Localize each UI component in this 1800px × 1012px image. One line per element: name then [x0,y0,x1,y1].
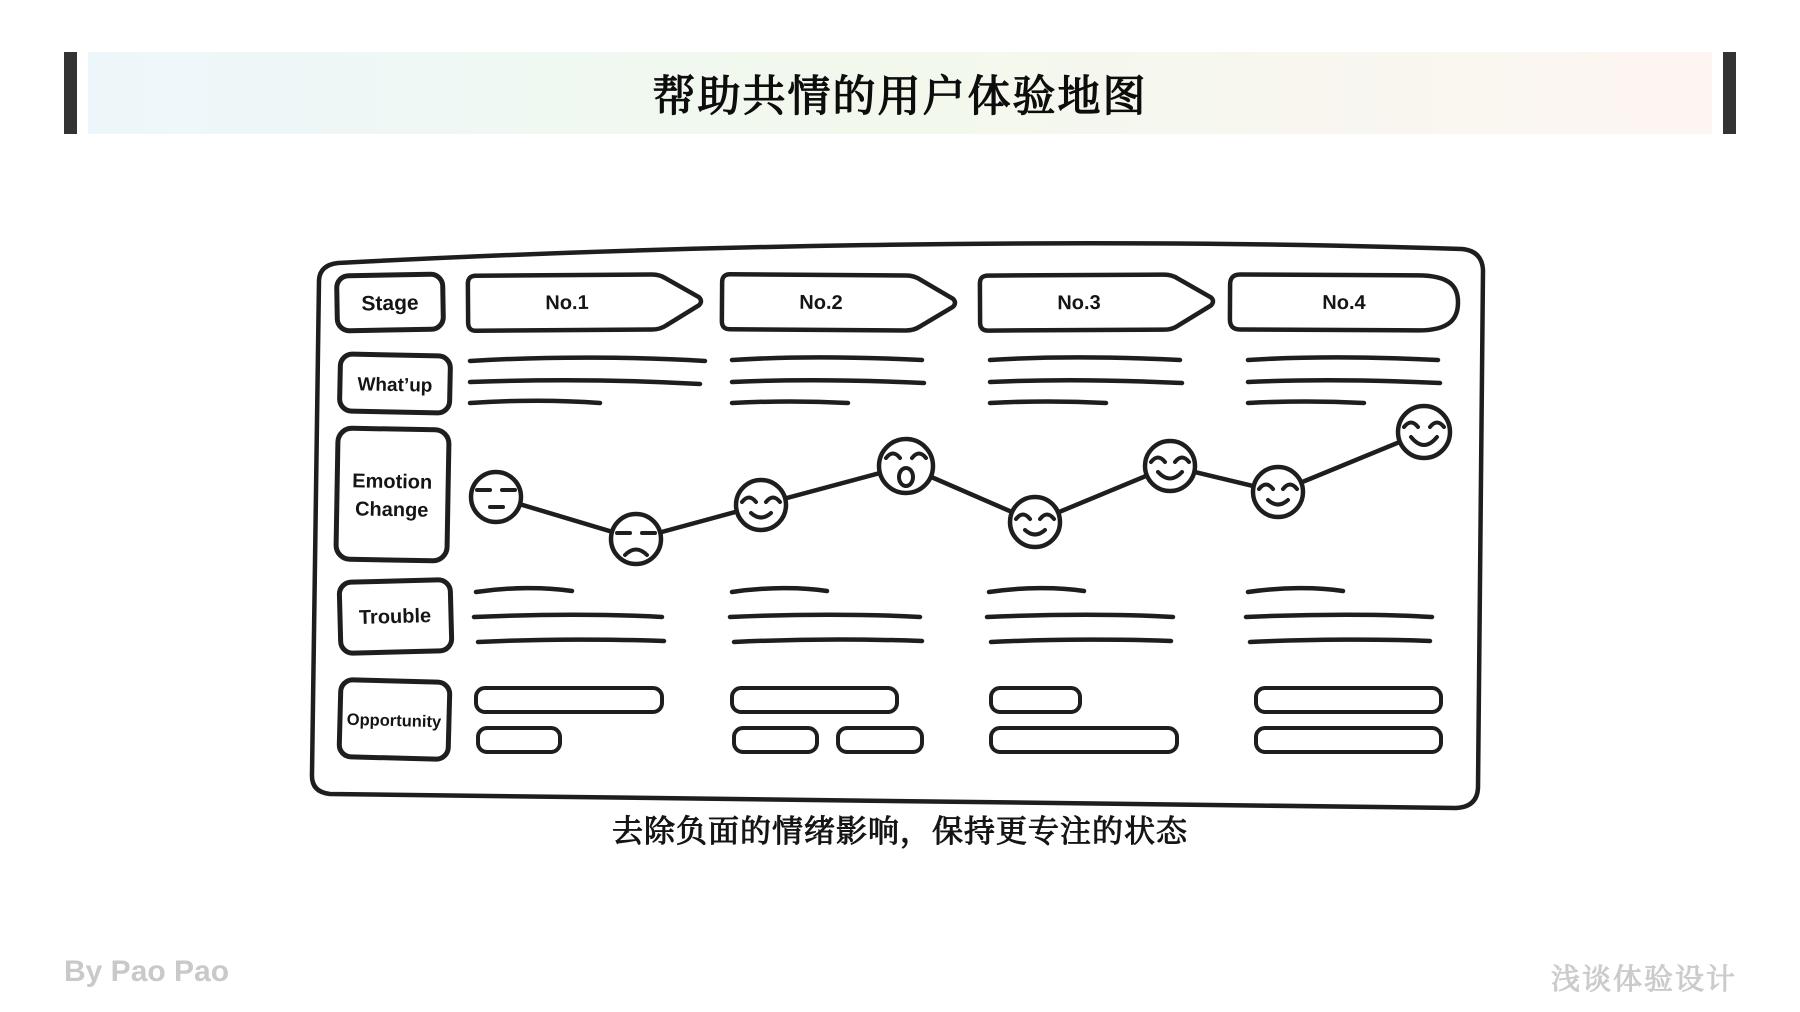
sketch-line [1248,380,1440,383]
emotion-face-delighted-icon [1398,406,1450,458]
whatup-lines-col2 [732,357,924,403]
sketch-line [732,588,827,592]
sketch-line [732,380,924,383]
map-caption: 去除负面的情绪影响，保持更专注的状态 [612,814,1188,849]
trouble-lines-col1 [474,588,664,642]
opportunity-pill [1256,728,1441,752]
opportunity-pill [732,688,897,712]
header-left-bar [64,52,77,134]
emotion-face-neutral-icon [471,472,521,522]
emotion-face-happy-icon [1145,441,1195,491]
row-label-stage [337,274,444,331]
face-circle [1145,441,1195,491]
sketch-line [1248,357,1438,360]
opportunity-label: Opportunity [346,710,442,732]
sketch-line [990,402,1106,404]
emotion-label-line1: Emotion [352,470,433,494]
stage-banner-1 [468,274,701,331]
face-circle [471,472,521,522]
stage-banner-2-label: No.2 [799,291,843,315]
footer-brand: 浅谈体验设计 [1550,964,1737,996]
face-circle [611,514,661,564]
opportunity-pills-col3 [991,688,1177,752]
sketch-line [470,401,600,403]
stage-banner-1-label: No.1 [545,291,589,315]
sketch-line [730,615,920,617]
sketch-line [1246,615,1432,617]
sketch-line [478,640,664,642]
row-label-trouble [339,580,452,654]
stage-banner-2 [722,274,955,331]
header-banner [88,52,1712,134]
stage-banner-4 [1230,274,1458,330]
sketch-line [732,357,922,360]
trouble-lines-col4 [1246,588,1432,642]
trouble-lines-col3 [987,588,1173,642]
stage-label: Stage [361,291,419,316]
sketch-line [991,640,1171,642]
sketch-line [470,358,705,361]
emotion-face-slight-smile-icon [736,480,786,530]
sketch-line [990,357,1180,360]
sketch-line [734,640,922,642]
emotion-face-slight-smile-icon [1253,467,1303,517]
opportunity-pill [991,728,1177,752]
face-circle [1253,467,1303,517]
page-title: 帮助共情的用户体验地图 [652,72,1148,121]
opportunity-pill [478,728,560,752]
opportunity-pill [734,728,817,752]
trouble-lines-col2 [730,588,922,642]
opportunity-pills-col1 [476,688,662,752]
opportunity-pill [838,728,922,752]
opportunity-pill [476,688,662,712]
stage-banner-3-label: No.3 [1057,291,1101,315]
emotion-label-box [336,428,449,561]
opportunity-pill [991,688,1080,712]
whatup-label: What’up [357,374,433,397]
sketch-line [1248,402,1364,404]
whatup-lines-col3 [990,357,1182,403]
header-right-bar [1723,52,1736,134]
whatup-lines-col1 [470,358,705,403]
sketch-line [1248,588,1343,592]
row-label-whatup [339,354,450,413]
emotion-label-line2: Change [354,498,429,522]
sketch-line [1250,640,1430,642]
sketch-line [989,588,1084,592]
face-circle [1010,497,1060,547]
journey-map-diagram [300,210,1500,840]
footer-author: By Pao Pao [64,955,230,988]
whatup-lines-col4 [1248,357,1440,403]
emotion-face-slight-smile-icon [1010,497,1060,547]
sketch-line [987,615,1173,617]
stage-banner-4-label: No.4 [1322,291,1366,315]
opportunity-pill [1256,688,1441,712]
stage-banner-3 [980,274,1213,330]
trouble-label: Trouble [358,605,432,629]
emotion-face-surprised-icon [879,439,933,493]
row-label-emotion-change [336,428,449,561]
opportunity-pills-col2 [732,688,922,752]
sketch-line [732,402,848,404]
row-label-opportunity [339,680,450,760]
face-circle [736,480,786,530]
emotion-face-sad-icon [611,514,661,564]
face-circle [1398,406,1450,458]
sketch-line [474,615,662,617]
sketch-line [990,380,1182,383]
opportunity-pills-col4 [1256,688,1441,752]
sketch-line [476,588,572,592]
sketch-line [470,380,700,384]
